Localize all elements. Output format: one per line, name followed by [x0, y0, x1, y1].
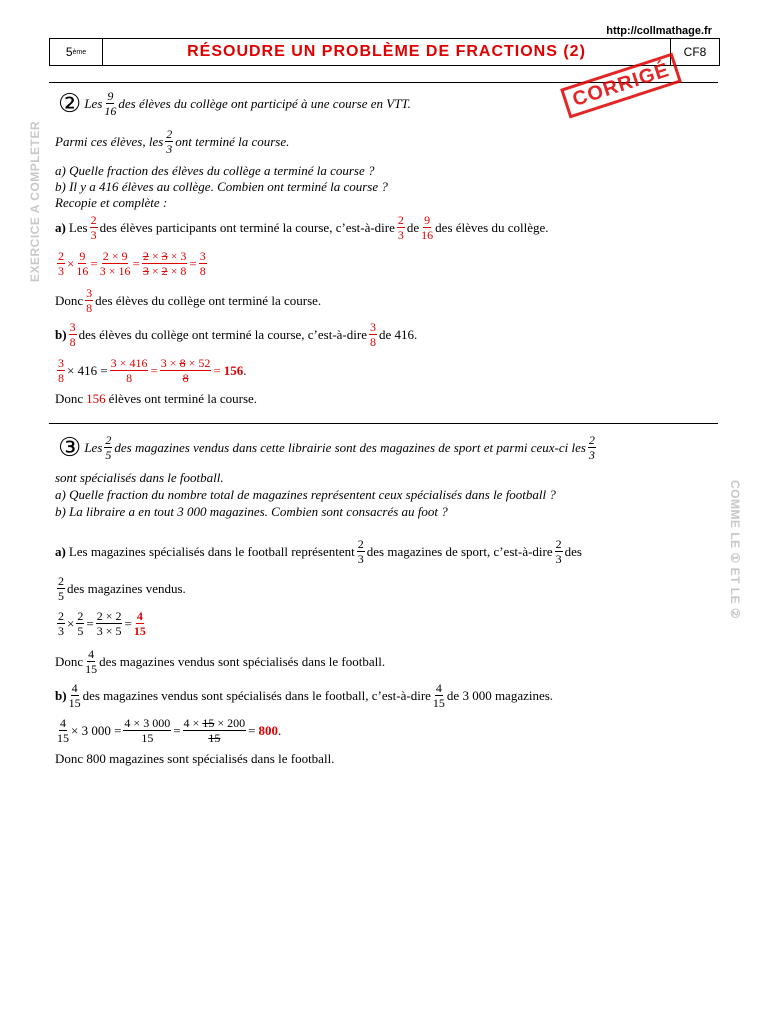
ex3-number: ③	[58, 432, 82, 463]
ex3-question-b: b) La libraire a en tout 3 000 magazines. Combien sont consacrés au foot ?	[55, 504, 448, 519]
ex2-donc-b: Donc 156 élèves ont terminé la course.	[55, 391, 258, 406]
ex3-result-b: 800	[258, 722, 278, 738]
level-sup: ème	[72, 48, 87, 56]
ex3-answer-a: a) Les magazines spécialisés dans le football représentent 2 3 des magazines de sport, c’est-à-dire 2 3 des	[55, 537, 582, 566]
ex3-question-a: a) Quelle fraction du nombre total de magazines représentent ceux spécialisés dans le football ?	[55, 487, 556, 502]
ex2-question-a: a) Quelle fraction des élèves du collège a terminé la course ?	[55, 163, 375, 178]
corrige-stamp: CORRIGÉ	[560, 52, 682, 118]
page-title: RÉSOUDRE UN PROBLÈME DE FRACTIONS (2)	[187, 43, 586, 60]
side-label-left: EXERCICE A COMPLETER	[28, 120, 42, 282]
ex2-instruction: Recopie et complète :	[55, 195, 168, 210]
side-label-right: COMME LE ① ET LE ②	[728, 480, 742, 620]
ex3-answer-a2: 2 5 des magazines vendus.	[58, 574, 186, 603]
level: 5	[65, 45, 73, 59]
ex3-answer-b: b) 4 15 des magazines vendus sont spécialisés dans le football, c’est-à-dire 4 15 de 3 000 magazines.	[55, 681, 554, 710]
ex2-calc-a: 2 3 × 9 16 = 2 × 9 3 × 16 = 2 × 3 × 3 3 × 2 × 8 = 3 8	[58, 249, 206, 278]
ex2-line2: Parmi ces élèves, les 2 3 ont terminé la course.	[55, 127, 290, 156]
site-url[interactable]: http://collmathage.fr	[606, 25, 712, 37]
header-bar	[49, 38, 720, 66]
ex3-intro-c: sont spécialisés dans le football.	[55, 470, 224, 485]
sheet-code: CF8	[670, 39, 719, 65]
ex2-question-b: b) Il y a 416 élèves au collège. Combien ont terminé la course ?	[55, 179, 388, 194]
level-cell	[50, 39, 103, 65]
ex2-answer-b: b) 3 8 des élèves du collège ont terminé la course, c’est-à-dire 3 8 de 416.	[55, 320, 418, 349]
ex2-number: ②	[58, 88, 82, 119]
ex2-result-b: 156	[223, 362, 244, 378]
divider	[49, 423, 718, 424]
ex3-calc-b: $\frac{4}{15}$ × 3 000 = $\frac{4 \times 3 000}{15}$ = 4 × 15 × 200 15 = 800 .	[57, 716, 282, 745]
ex3-intro: ③ Les 2 5 des magazines vendus dans cette librairie sont des magazines de sport et parmi ceux-ci les 2 3	[58, 432, 595, 463]
ex2-donc-a: Donc 3 8 des élèves du collège ont terminé la course.	[55, 286, 322, 315]
ex2-answer-a: a) Les 2 3 des élèves participants ont terminé la course, c’est-à-dire 2 3 de 9 16 des élèves du collège.	[55, 213, 549, 242]
ex2-calc-b: $\frac{3}{8}$ × 416 = $\frac{3 \times 416}{8}$ = $\frac{3 \times 8 \times 52}{8}$ = 156 .	[58, 356, 247, 385]
ex3-donc-a: Donc 4 15 des magazines vendus sont spécialisés dans le football.	[55, 647, 386, 676]
ex3-donc-b: Donc 800 magazines sont spécialisés dans le football.	[55, 751, 335, 766]
ex3-calc-a: 2 3 × 2 5 = 2 × 2 3 × 5 = 4 15	[58, 609, 146, 638]
ex2-intro: ② Les 9 16 des élèves du collège ont participé à une course en VTT.	[58, 88, 411, 119]
